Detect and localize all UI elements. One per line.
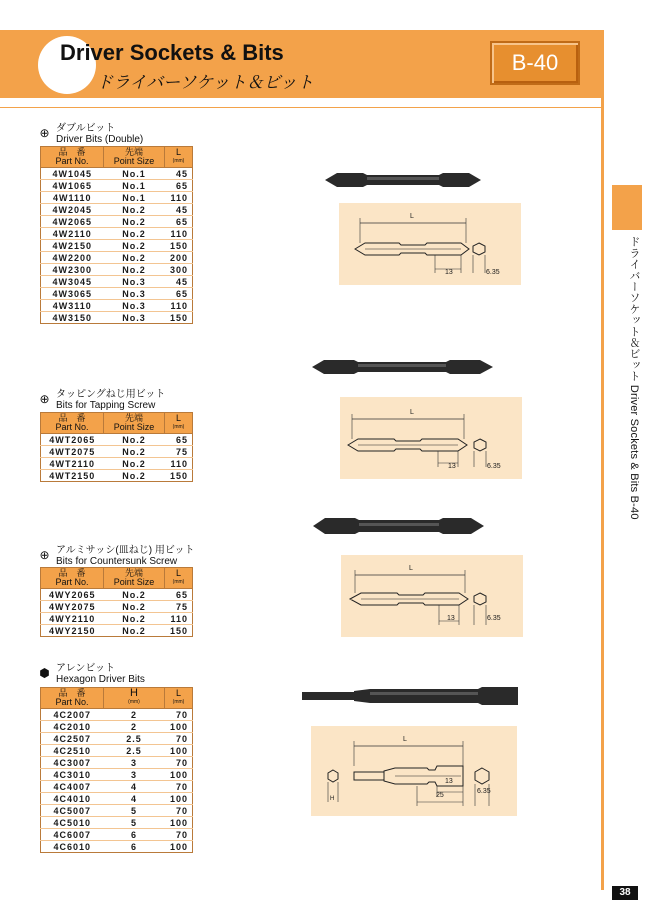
spec-table-hexagon [40, 687, 193, 853]
hexagon-bit-photo [300, 683, 520, 709]
part-no-cell: 4W3150 [41, 312, 104, 324]
section-title-jp: タッピングねじ用ビット [56, 389, 166, 400]
section-title-jp: アレンビット [56, 663, 115, 674]
page-number: 38 [612, 886, 638, 900]
phillips-icon: ⊕ [39, 548, 50, 562]
col-header-en: Point Size [113, 422, 155, 432]
page-code-badge: B-40 [490, 41, 580, 85]
point-size-cell: 6 [104, 841, 165, 853]
table-row [41, 276, 193, 288]
dim-label-L: L [410, 409, 414, 416]
point-size-cell: No.2 [104, 264, 165, 276]
section-heading-countersunk [38, 545, 194, 567]
dimension-diagram-countersunk [341, 555, 523, 637]
table-header-row [41, 688, 193, 709]
col-header-en: Point Size [113, 577, 155, 587]
length-cell: 75 [165, 601, 193, 613]
dim-label-6-35: 6.35 [487, 463, 501, 470]
table-header-row [41, 413, 193, 434]
page-title-jp: ドライバーソケット＆ビット [96, 73, 314, 92]
hexagon-icon: ⬢ [39, 666, 50, 680]
part-no-cell: 4C2007 [41, 709, 104, 721]
point-size-cell: No.1 [104, 168, 165, 180]
section-title-en: Driver Bits (Double) [56, 134, 144, 145]
part-no-cell: 4C4007 [41, 781, 104, 793]
part-no-cell: 4C2010 [41, 721, 104, 733]
col-header-point [104, 147, 165, 168]
point-size-cell: 4 [104, 781, 165, 793]
table-header-row [41, 147, 193, 168]
part-no-cell: 4W2110 [41, 228, 104, 240]
table-row [41, 589, 193, 601]
col-header-unit: (mm) [172, 158, 185, 164]
point-size-cell: No.1 [104, 180, 165, 192]
col-header-unit: (mm) [172, 424, 185, 430]
part-no-cell: 4WT2065 [41, 434, 104, 446]
col-header-jp: 品 番 [58, 568, 86, 578]
dimension-drawing [311, 726, 517, 816]
part-no-cell: 4WT2110 [41, 458, 104, 470]
section-heading-hexagon [38, 663, 145, 685]
point-size-cell: No.2 [104, 625, 165, 637]
point-size-cell: No.2 [104, 216, 165, 228]
table-row [41, 470, 193, 482]
length-cell: 200 [165, 252, 193, 264]
page-title: Driver Sockets & Bits [60, 40, 284, 65]
side-vertical-text: ドライバーソケット＆ビット Driver Sockets & Bits B-40 [628, 236, 640, 520]
length-cell: 100 [165, 769, 193, 781]
col-header-unit: (mm) [172, 699, 185, 705]
table-row [41, 180, 193, 192]
dim-label-25: 25 [436, 792, 444, 799]
length-cell: 70 [165, 805, 193, 817]
table-row [41, 709, 193, 721]
length-cell: 110 [165, 192, 193, 204]
part-no-cell: 4WT2075 [41, 446, 104, 458]
length-cell: 70 [165, 781, 193, 793]
col-header-unit: (mm) [172, 579, 185, 585]
spec-table-countersunk [40, 567, 193, 637]
dimension-diagram-tapping [340, 397, 522, 479]
col-header-length [165, 413, 193, 434]
length-cell: 65 [165, 288, 193, 300]
spec-table-tapping [40, 412, 193, 482]
table-row [41, 288, 193, 300]
table-row [41, 757, 193, 769]
part-no-cell: 4W2200 [41, 252, 104, 264]
dimension-diagram-hexagon [311, 726, 517, 816]
col-header-L: L [175, 568, 181, 578]
length-cell: 110 [165, 458, 193, 470]
col-header-L: L [175, 147, 181, 157]
length-cell: 45 [165, 204, 193, 216]
dim-label-13: 13 [445, 778, 453, 785]
table-row [41, 613, 193, 625]
table-row [41, 312, 193, 324]
table-row [41, 264, 193, 276]
length-cell: 100 [165, 817, 193, 829]
dim-label-6-35: 6.35 [486, 269, 500, 276]
col-header-en: Part No. [55, 422, 89, 432]
point-size-cell: 3 [104, 757, 165, 769]
table-row [41, 204, 193, 216]
phillips-icon: ⊕ [39, 392, 50, 406]
table-row [41, 781, 193, 793]
point-size-cell: No.1 [104, 192, 165, 204]
table-row [41, 733, 193, 745]
table-row [41, 168, 193, 180]
table-row [41, 240, 193, 252]
section-heading-double [38, 123, 143, 145]
col-header-jp: 先端 [124, 147, 143, 157]
col-header-jp: 先端 [124, 413, 143, 423]
dim-label-13: 13 [445, 269, 453, 276]
part-no-cell: 4W2065 [41, 216, 104, 228]
dim-label-6-35: 6.35 [477, 788, 491, 795]
part-no-cell: 4C5010 [41, 817, 104, 829]
table-row [41, 216, 193, 228]
length-cell: 150 [165, 240, 193, 252]
point-size-cell: No.2 [104, 458, 165, 470]
point-size-cell: No.2 [104, 240, 165, 252]
point-size-cell: No.2 [104, 204, 165, 216]
col-header-en: Point Size [113, 156, 155, 166]
part-no-cell: 4C6010 [41, 841, 104, 853]
col-header-en: (mm) [128, 699, 140, 705]
part-no-cell: 4C6007 [41, 829, 104, 841]
spec-table-double [40, 146, 193, 324]
col-header-jp: 品 番 [58, 688, 86, 698]
section-title-en: Bits for Countersunk Screw [56, 556, 178, 567]
table-row [41, 793, 193, 805]
col-header-point [104, 688, 165, 709]
length-cell: 75 [165, 446, 193, 458]
table-row [41, 817, 193, 829]
table-row [41, 228, 193, 240]
length-cell: 100 [165, 745, 193, 757]
length-cell: 110 [165, 613, 193, 625]
length-cell: 65 [165, 589, 193, 601]
part-no-cell: 4W2045 [41, 204, 104, 216]
side-tab [612, 185, 642, 230]
section-title-jp: ダブルビット [56, 123, 116, 134]
point-size-cell: No.2 [104, 446, 165, 458]
length-cell: 45 [165, 168, 193, 180]
point-size-cell: 2 [104, 721, 165, 733]
point-size-cell: No.2 [104, 601, 165, 613]
length-cell: 100 [165, 721, 193, 733]
col-header-part-no [41, 688, 104, 709]
point-size-cell: 5 [104, 805, 165, 817]
col-header-jp: H [130, 687, 138, 699]
length-cell: 45 [165, 276, 193, 288]
length-cell: 70 [165, 757, 193, 769]
dim-label-13: 13 [447, 615, 455, 622]
part-no-cell: 4W1110 [41, 192, 104, 204]
dim-label-L: L [409, 565, 413, 572]
table-row [41, 446, 193, 458]
part-no-cell: 4C3007 [41, 757, 104, 769]
part-no-cell: 4WY2150 [41, 625, 104, 637]
length-cell: 70 [165, 733, 193, 745]
length-cell: 110 [165, 228, 193, 240]
length-cell: 65 [165, 434, 193, 446]
length-cell: 70 [165, 709, 193, 721]
col-header-en: Part No. [55, 697, 89, 707]
col-header-jp: 品 番 [58, 147, 86, 157]
col-header-en: Part No. [55, 156, 89, 166]
part-no-cell: 4C5007 [41, 805, 104, 817]
part-no-cell: 4C2507 [41, 733, 104, 745]
length-cell: 110 [165, 300, 193, 312]
point-size-cell: No.2 [104, 434, 165, 446]
length-cell: 100 [165, 841, 193, 853]
part-no-cell: 4W3065 [41, 288, 104, 300]
section-title-en: Bits for Tapping Screw [56, 400, 156, 411]
point-size-cell: 2 [104, 709, 165, 721]
dim-label-L: L [403, 736, 407, 743]
point-size-cell: 2.5 [104, 745, 165, 757]
part-no-cell: 4WY2075 [41, 601, 104, 613]
phillips-icon: ⊕ [39, 126, 50, 140]
double-bit-photo [323, 168, 483, 192]
table-row [41, 769, 193, 781]
part-no-cell: 4WY2065 [41, 589, 104, 601]
section-title-en: Hexagon Driver Bits [56, 674, 145, 685]
col-header-length [165, 568, 193, 589]
point-size-cell: 3 [104, 769, 165, 781]
dim-label-6-35: 6.35 [487, 615, 501, 622]
dimension-drawing [341, 555, 523, 637]
point-size-cell: No.2 [104, 470, 165, 482]
table-row [41, 458, 193, 470]
col-header-point [104, 568, 165, 589]
table-row [41, 192, 193, 204]
length-cell: 65 [165, 180, 193, 192]
dim-label-H: H [330, 796, 335, 802]
point-size-cell: No.2 [104, 589, 165, 601]
table-row [41, 252, 193, 264]
col-header-jp: 先端 [124, 568, 143, 578]
part-no-cell: 4WT2150 [41, 470, 104, 482]
point-size-cell: 2.5 [104, 733, 165, 745]
col-header-length [165, 147, 193, 168]
col-header-part-no [41, 413, 104, 434]
part-no-cell: 4C2510 [41, 745, 104, 757]
part-no-cell: 4WY2110 [41, 613, 104, 625]
table-row [41, 625, 193, 637]
table-header-row [41, 568, 193, 589]
col-header-part-no [41, 147, 104, 168]
side-rule [601, 30, 604, 890]
part-no-cell: 4W1065 [41, 180, 104, 192]
point-size-cell: 4 [104, 793, 165, 805]
length-cell: 150 [165, 470, 193, 482]
table-row [41, 721, 193, 733]
table-row [41, 434, 193, 446]
table-row [41, 745, 193, 757]
length-cell: 70 [165, 829, 193, 841]
col-header-en: Part No. [55, 577, 89, 587]
col-header-part-no [41, 568, 104, 589]
part-no-cell: 4C4010 [41, 793, 104, 805]
col-header-jp: 品 番 [58, 413, 86, 423]
point-size-cell: 6 [104, 829, 165, 841]
length-cell: 150 [165, 625, 193, 637]
point-size-cell: No.2 [104, 613, 165, 625]
section-heading-tapping [38, 389, 165, 411]
table-row [41, 300, 193, 312]
section-title-jp: アルミサッシ(皿ねじ) 用ビット [56, 545, 195, 556]
col-header-L: L [175, 688, 181, 698]
countersunk-bit-photo [311, 513, 486, 539]
point-size-cell: No.2 [104, 228, 165, 240]
length-cell: 300 [165, 264, 193, 276]
point-size-cell: 5 [104, 817, 165, 829]
length-cell: 65 [165, 216, 193, 228]
dimension-diagram-double [339, 203, 521, 285]
point-size-cell: No.3 [104, 312, 165, 324]
dim-label-L: L [410, 213, 414, 220]
point-size-cell: No.3 [104, 288, 165, 300]
point-size-cell: No.3 [104, 276, 165, 288]
point-size-cell: No.3 [104, 300, 165, 312]
part-no-cell: 4W1045 [41, 168, 104, 180]
dim-label-13: 13 [448, 463, 456, 470]
table-row [41, 601, 193, 613]
part-no-cell: 4W3110 [41, 300, 104, 312]
col-header-point [104, 413, 165, 434]
part-no-cell: 4W2150 [41, 240, 104, 252]
header-rule [0, 107, 601, 108]
col-header-length [165, 688, 193, 709]
table-row [41, 829, 193, 841]
table-row [41, 841, 193, 853]
point-size-cell: No.2 [104, 252, 165, 264]
part-no-cell: 4C3010 [41, 769, 104, 781]
table-row [41, 805, 193, 817]
length-cell: 150 [165, 312, 193, 324]
part-no-cell: 4W2300 [41, 264, 104, 276]
part-no-cell: 4W3045 [41, 276, 104, 288]
col-header-L: L [175, 413, 181, 423]
length-cell: 100 [165, 793, 193, 805]
tapping-bit-photo [310, 355, 495, 379]
